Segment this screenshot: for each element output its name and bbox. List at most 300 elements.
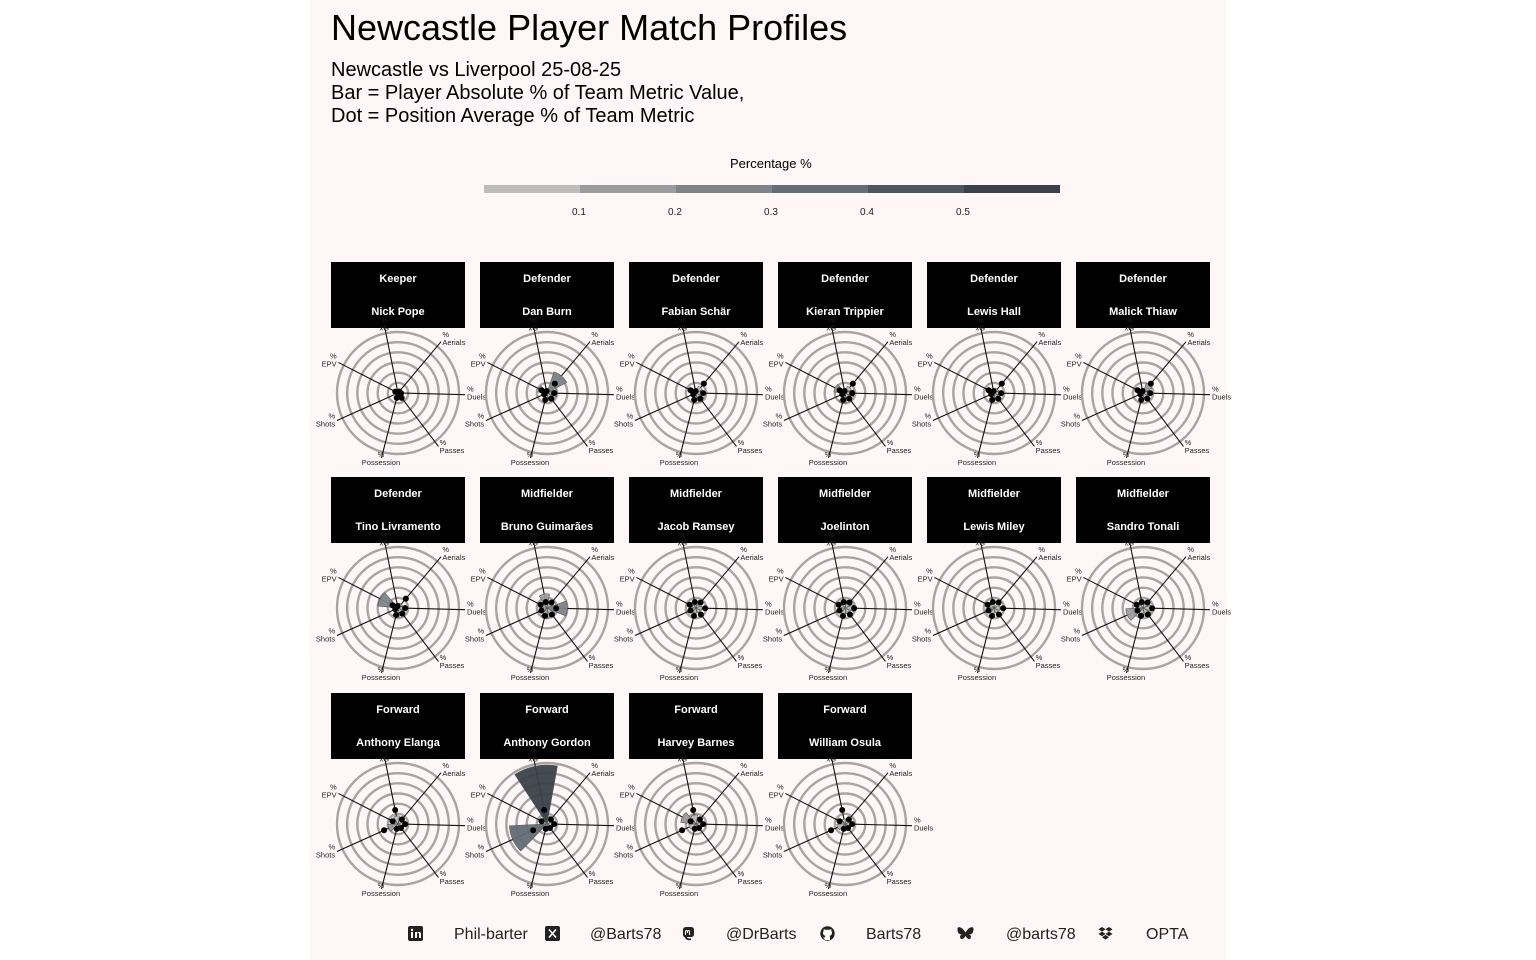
radar-axis-label: % Shots [613, 842, 634, 860]
radar-axis-label: % Aerials [442, 761, 466, 779]
position-average-dot [849, 390, 855, 396]
panel-strip [629, 693, 763, 759]
legend-color-step [964, 185, 1060, 193]
footer [310, 922, 1226, 950]
radar-axis-label: % Passes [439, 653, 465, 671]
position-average-dot [530, 827, 536, 833]
position-average-dot [701, 381, 707, 387]
radar-axis-label: % Aerials [591, 330, 615, 348]
radar-axis-label: % EPV [768, 566, 784, 584]
position-average-dot [1139, 599, 1145, 605]
legend-color-step [580, 185, 676, 193]
position-average-dot [851, 605, 857, 611]
position-average-dot [392, 807, 398, 813]
radar-axis-label: % EPV [619, 782, 635, 800]
position-average-dot [692, 826, 698, 832]
position-average-dot [1147, 390, 1153, 396]
radar-spoke [402, 393, 465, 395]
chart-canvas [310, 0, 1232, 960]
legend-tick-label: 0.5 [956, 207, 970, 218]
position-average-dot [698, 611, 704, 617]
position-average-dot [390, 602, 396, 608]
player-name: Joelinton [820, 521, 870, 533]
radar-axis-label: % EPV [321, 351, 337, 369]
radar-axis-label: % Duels [615, 599, 636, 617]
position-average-dot [1145, 611, 1151, 617]
player-panel [613, 693, 785, 898]
radar-spoke [981, 327, 993, 389]
player-name: Fabian Schär [661, 306, 731, 318]
player-name: Tino Livramento [355, 521, 441, 533]
radar-spoke [832, 327, 844, 389]
position-average-dot [544, 388, 550, 394]
player-panel [613, 262, 785, 467]
legend-tick-label: 0.2 [668, 207, 682, 218]
position-average-dot [402, 605, 408, 611]
position-average-dot [1000, 605, 1006, 611]
radar-axis-label: % Duels [615, 815, 636, 833]
mastodon-handle[interactable]: @DrBarts [726, 926, 797, 943]
radar-axis-label: % Possession [510, 664, 550, 682]
position-average-dot [850, 381, 856, 387]
radar-axis-label: % xG [677, 530, 688, 548]
radar-axis-label: % Possession [1106, 449, 1146, 467]
position-average-dot [542, 613, 548, 619]
radar-axis-label: % Passes [737, 438, 763, 456]
player-panel [1060, 262, 1232, 467]
radar-axis-label: % Possession [659, 664, 699, 682]
radar-axis-label: % Aerials [740, 761, 764, 779]
radar-spoke [1130, 327, 1142, 389]
player-name: Dan Burn [522, 306, 572, 318]
chart-title: Newcastle Player Match Profiles [331, 7, 848, 48]
radar-axis-label: % Passes [886, 653, 912, 671]
radar-axis-label: % Aerials [1187, 545, 1211, 563]
position-average-dot [1140, 388, 1146, 394]
panel-strip [778, 693, 912, 759]
position-average-dot [692, 599, 698, 605]
legend-color-step [484, 185, 580, 193]
radar-axis-label: % EPV [1066, 566, 1082, 584]
position-average-dot [1134, 602, 1140, 608]
player-radar [613, 315, 785, 467]
radar-axis-label: % Possession [957, 664, 997, 682]
position-average-dot [542, 397, 548, 403]
radar-axis-label: % Passes [737, 653, 763, 671]
player-radar [762, 746, 934, 898]
player-radar [464, 315, 636, 467]
radar-axis-label: % Aerials [1038, 545, 1062, 563]
radar-axis-label: % xG [826, 315, 837, 333]
radar-axis-label: % Duels [764, 599, 785, 617]
player-position: Defender [821, 273, 869, 285]
player-position: Defender [970, 273, 1018, 285]
radar-axis-label: % xG [1124, 315, 1135, 333]
radar-axis-label: % EPV [917, 351, 933, 369]
radar-spoke [385, 327, 397, 389]
position-average-dot [1144, 396, 1150, 402]
radar-axis-label: % Shots [315, 626, 336, 644]
legend-title: Percentage % [730, 156, 812, 171]
linkedin-icon[interactable] [408, 926, 423, 941]
player-radar [464, 530, 636, 682]
player-position: Defender [1119, 273, 1167, 285]
radar-axis-label: % Duels [1211, 384, 1232, 402]
position-average-dot [552, 381, 558, 387]
radar-spoke [683, 327, 695, 389]
radar-axis-label: % EPV [470, 566, 486, 584]
position-average-dot [395, 603, 401, 609]
position-average-dot [688, 818, 694, 824]
position-average-dot [996, 600, 1002, 606]
position-average-dot [999, 381, 1005, 387]
radar-axis-label: % xG [379, 530, 390, 548]
subtitle-line-2: Bar = Player Absolute % of Team Metric Value, [331, 82, 745, 104]
radar-axis-label: % EPV [917, 566, 933, 584]
player-radar [464, 746, 636, 898]
x-handle[interactable]: @Barts78 [590, 926, 662, 943]
radar-axis-label: % Shots [762, 626, 783, 644]
subtitle-line-1: Newcastle vs Liverpool 25-08-25 [331, 59, 622, 81]
player-panel [762, 477, 934, 682]
radar-axis-label: % Possession [361, 664, 401, 682]
radar-axis-label: % Duels [466, 599, 487, 617]
radar-axis-label: % Possession [957, 449, 997, 467]
radar-axis-label: % xG [826, 746, 837, 764]
radar-axis-label: % xG [826, 530, 837, 548]
player-name: William Osula [808, 737, 882, 749]
position-average-dot [989, 397, 995, 403]
position-average-dot [690, 807, 696, 813]
radar-axis-label: % Passes [1184, 653, 1210, 671]
radar-axis-label: % Duels [913, 599, 934, 617]
data-source: OPTA [1146, 926, 1189, 943]
radar-axis-label: % EPV [768, 351, 784, 369]
position-average-dot [1134, 608, 1140, 614]
player-name: Bruno Guimarães [500, 521, 594, 533]
player-position: Midfielder [819, 488, 871, 500]
position-average-dot [543, 826, 549, 832]
position-average-dot [996, 611, 1002, 617]
legend-color-step [772, 185, 868, 193]
radar-axis-label: % Possession [659, 449, 699, 467]
position-average-dot [846, 396, 852, 402]
radar-axis-label: % xG [379, 315, 390, 333]
radar-axis-label: % Possession [808, 880, 848, 898]
radar-axis-label: % Duels [1211, 599, 1232, 617]
position-average-dot [539, 818, 545, 824]
radar-axis-label: % Shots [911, 411, 932, 429]
player-position: Defender [374, 488, 422, 500]
radar-spoke [849, 393, 912, 395]
position-average-dot [390, 818, 396, 824]
radar-axis-label: % Passes [439, 869, 465, 887]
radar-axis-label: % Aerials [1187, 330, 1211, 348]
position-average-dot [702, 605, 708, 611]
radar-axis-label: % Aerials [889, 545, 913, 563]
position-average-dot [837, 818, 843, 824]
radar-spoke [700, 608, 763, 610]
position-average-dot [381, 827, 387, 833]
radar-axis-label: % Shots [762, 411, 783, 429]
radar-axis-label: % Aerials [740, 330, 764, 348]
radar-axis-label: % EPV [619, 351, 635, 369]
radar-axis-label: % Passes [1035, 653, 1061, 671]
player-panel [315, 693, 487, 898]
radar-spoke [700, 824, 763, 826]
radar-axis-label: % Duels [466, 815, 487, 833]
radar-axis-label: % Duels [466, 384, 487, 402]
linkedin-handle[interactable]: Phil-barter [454, 926, 528, 943]
position-average-dot [393, 612, 399, 618]
player-panel [315, 262, 487, 467]
player-position: Keeper [379, 273, 417, 285]
position-average-dot [828, 827, 834, 833]
legend-tick-label: 0.1 [572, 207, 586, 218]
radar-axis-label: % Passes [1184, 438, 1210, 456]
position-average-dot [989, 613, 995, 619]
panel-strip [331, 693, 465, 759]
radar-axis-label: % Passes [886, 438, 912, 456]
player-radar [315, 315, 487, 467]
mastodon-icon[interactable] [681, 926, 696, 941]
panel-strip [778, 477, 912, 543]
position-average-dot [691, 397, 697, 403]
player-name: Malick Thiaw [1109, 306, 1177, 318]
radar-axis-label: % Shots [1060, 411, 1081, 429]
radar-spoke [534, 327, 546, 389]
bluesky-icon[interactable] [958, 926, 973, 941]
radar-spoke [998, 608, 1061, 610]
radar-axis-label: % Possession [659, 880, 699, 898]
player-radar [1060, 315, 1232, 467]
radar-spoke [1147, 393, 1210, 395]
bluesky-handle[interactable]: @barts78 [1006, 926, 1076, 943]
position-average-dot [841, 599, 847, 605]
player-name: Lewis Miley [963, 521, 1025, 533]
position-average-dot [541, 807, 547, 813]
radar-axis-label: % Duels [615, 384, 636, 402]
position-average-dot [998, 390, 1004, 396]
radar-spoke [981, 542, 993, 604]
position-average-dot [679, 827, 685, 833]
player-panel [464, 262, 636, 467]
player-radar [1060, 530, 1232, 682]
position-average-dot [538, 608, 544, 614]
position-average-dot [1138, 397, 1144, 403]
position-average-dot [840, 613, 846, 619]
position-average-dot [399, 611, 405, 617]
github-icon[interactable] [820, 926, 835, 941]
position-average-dot [548, 396, 554, 402]
github-handle[interactable]: Barts78 [866, 926, 922, 943]
radar-spoke [551, 393, 614, 395]
radar-axis-label: % xG [677, 315, 688, 333]
position-average-dot [1149, 605, 1155, 611]
player-radar [762, 530, 934, 682]
player-name: Anthony Elanga [356, 737, 440, 749]
radar-axis-label: % Possession [808, 664, 848, 682]
panel-strip [927, 477, 1061, 543]
radar-spoke [849, 824, 912, 826]
position-average-dot [551, 390, 557, 396]
radar-axis-label: % xG [1124, 530, 1135, 548]
radar-spoke [402, 608, 465, 610]
radar-axis-label: % Shots [464, 626, 485, 644]
position-average-dot [991, 388, 997, 394]
dropbox-icon [1098, 926, 1113, 941]
position-average-dot [836, 602, 842, 608]
player-position: Midfielder [968, 488, 1020, 500]
position-average-dot [995, 396, 1001, 402]
radar-axis-label: % EPV [321, 566, 337, 584]
panel-strip [331, 477, 465, 543]
player-name: Kieran Trippier [806, 306, 884, 318]
position-average-dot [549, 600, 555, 606]
position-average-dot [543, 599, 549, 605]
radar-axis-label: % Possession [361, 449, 401, 467]
radar-spoke [683, 542, 695, 604]
player-panel [911, 477, 1083, 682]
player-radar [911, 315, 1083, 467]
radar-axis-label: % Aerials [442, 330, 466, 348]
radar-axis-label: % Passes [588, 653, 614, 671]
position-average-dot [697, 396, 703, 402]
radar-axis-label: % xG [975, 530, 986, 548]
radar-axis-label: % Possession [510, 449, 550, 467]
player-panel [762, 262, 934, 467]
position-average-dot [691, 613, 697, 619]
radar-axis-label: % Shots [464, 411, 485, 429]
player-position: Forward [376, 704, 420, 716]
radar-axis-label: % Aerials [591, 761, 615, 779]
player-position: Forward [525, 704, 569, 716]
x-icon[interactable] [545, 926, 560, 941]
radar-axis-label: % xG [528, 315, 539, 333]
radar-axis-label: % Passes [886, 869, 912, 887]
position-average-dot [847, 611, 853, 617]
panel-strip [480, 262, 614, 328]
radar-axis-label: % Passes [1035, 438, 1061, 456]
radar-axis-label: % Shots [613, 411, 634, 429]
radar-axis-label: % Shots [762, 842, 783, 860]
panel-strip [927, 262, 1061, 328]
position-average-dot [539, 387, 545, 393]
panel-strip [1076, 477, 1210, 543]
radar-spoke [832, 542, 844, 604]
position-average-dot [687, 602, 693, 608]
position-average-dot [985, 602, 991, 608]
position-average-dot [839, 807, 845, 813]
player-radar [911, 530, 1083, 682]
radar-axis-label: % xG [677, 746, 688, 764]
player-name: Nick Pope [371, 306, 425, 318]
radar-axis-label: % Shots [315, 411, 336, 429]
radar-axis-label: % Shots [1060, 626, 1081, 644]
position-average-dot [698, 600, 704, 606]
panel-strip [629, 262, 763, 328]
player-panel [613, 477, 785, 682]
position-average-dot [847, 600, 853, 606]
player-position: Forward [823, 704, 867, 716]
player-name: Jacob Ramsey [657, 521, 735, 533]
position-average-dot [985, 608, 991, 614]
position-average-dot [700, 390, 706, 396]
radar-axis-label: % Passes [737, 869, 763, 887]
player-position: Defender [672, 273, 720, 285]
position-average-dot [394, 826, 400, 832]
radar-axis-label: % Aerials [442, 545, 466, 563]
player-panel [762, 693, 934, 898]
radar-spoke [551, 824, 614, 826]
position-average-dot [688, 387, 694, 393]
player-panel [315, 477, 487, 682]
radar-axis-label: % Aerials [889, 761, 913, 779]
radar-axis-label: % Duels [1062, 599, 1083, 617]
radar-axis-label: % Duels [764, 815, 785, 833]
position-average-dot [842, 388, 848, 394]
player-radar [315, 530, 487, 682]
radar-spoke [402, 824, 465, 826]
radar-axis-label: % Duels [764, 384, 785, 402]
player-radar [762, 315, 934, 467]
position-average-dot [549, 611, 555, 617]
legend-tick-label: 0.4 [860, 207, 874, 218]
player-name: Lewis Hall [967, 306, 1021, 318]
legend-color-step [676, 185, 772, 193]
radar-spoke [700, 393, 763, 395]
position-average-dot [1148, 381, 1154, 387]
position-average-dot [403, 596, 409, 602]
position-average-dot [1135, 387, 1141, 393]
position-average-dot [840, 397, 846, 403]
player-radar [613, 746, 785, 898]
radar-spoke [998, 393, 1061, 395]
position-average-dot [986, 387, 992, 393]
radar-axis-label: % Possession [361, 880, 401, 898]
radar-axis-label: % EPV [470, 351, 486, 369]
player-panel [911, 262, 1083, 467]
player-panel [1060, 477, 1232, 682]
position-average-dot [538, 602, 544, 608]
position-average-dot [553, 605, 559, 611]
radar-axis-label: % Duels [913, 815, 934, 833]
radar-axis-label: % Possession [1106, 664, 1146, 682]
player-name: Sandro Tonali [1106, 521, 1180, 533]
subtitle-line-3: Dot = Position Average % of Team Metric [331, 105, 695, 127]
radar-axis-label: % Duels [913, 384, 934, 402]
radar-axis-label: % Duels [1062, 384, 1083, 402]
radar-axis-label: % Shots [315, 842, 336, 860]
radar-axis-label: % Shots [911, 626, 932, 644]
radar-axis-label: % xG [528, 530, 539, 548]
radar-axis-label: % EPV [619, 566, 635, 584]
radar-axis-label: % Shots [464, 842, 485, 860]
radar-axis-label: % xG [975, 315, 986, 333]
position-average-dot [687, 608, 693, 614]
panel-strip [480, 693, 614, 759]
panel-strip [331, 262, 465, 328]
radar-spoke [849, 608, 912, 610]
radar-spoke [1130, 542, 1142, 604]
player-name: Harvey Barnes [657, 737, 735, 749]
player-position: Forward [674, 704, 718, 716]
position-average-dot [990, 599, 996, 605]
radar-spoke [1147, 608, 1210, 610]
radar-axis-label: % EPV [768, 782, 784, 800]
radar-axis-label: % Shots [613, 626, 634, 644]
player-name: Anthony Gordon [503, 737, 591, 749]
